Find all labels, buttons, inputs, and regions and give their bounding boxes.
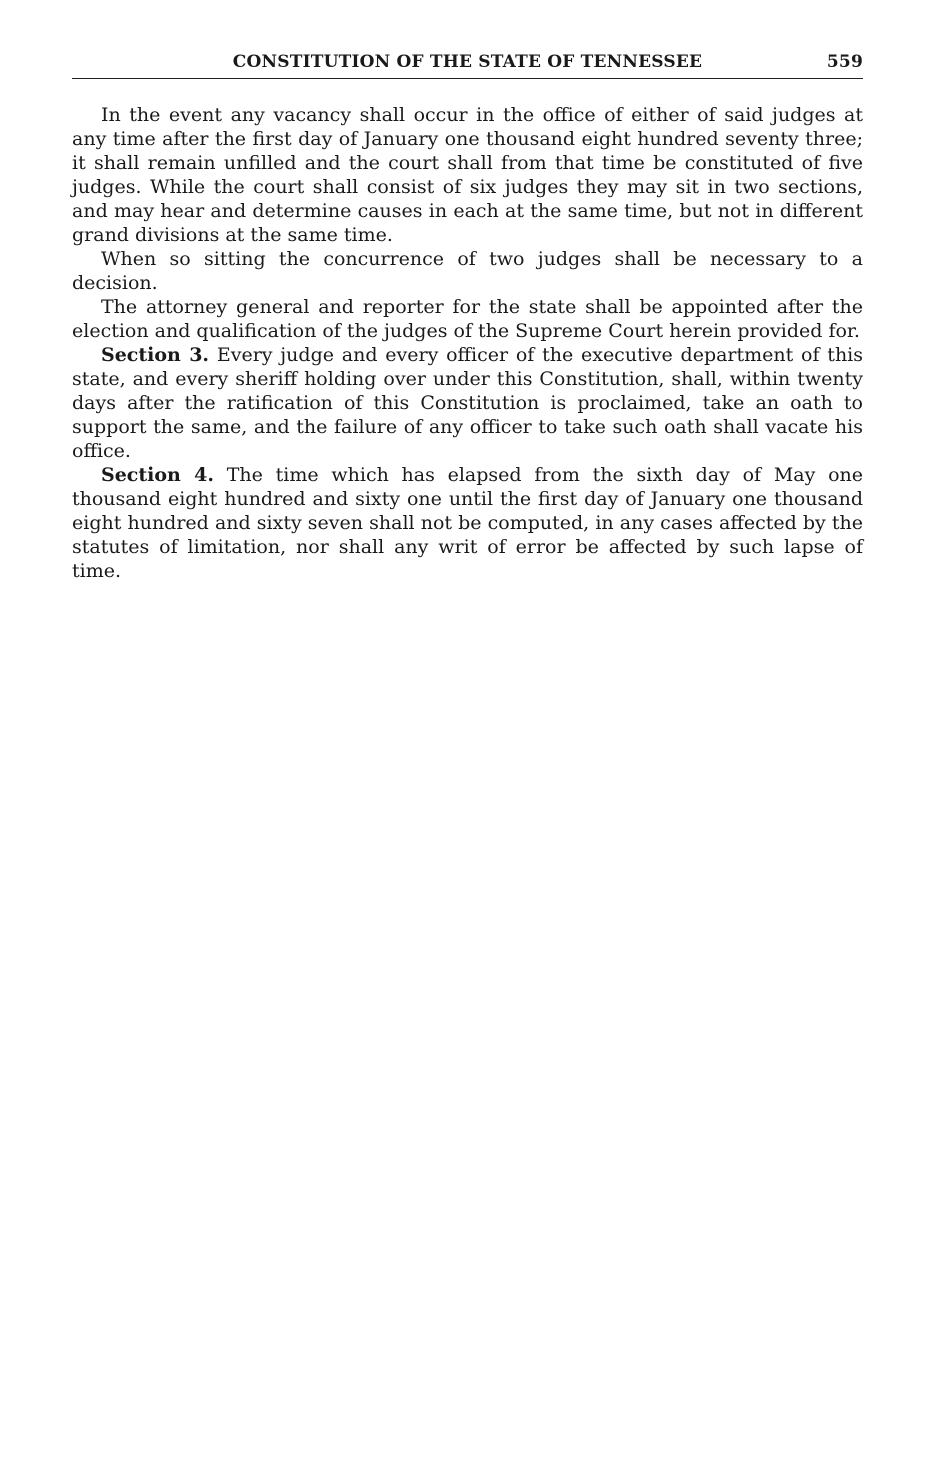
running-title: CONSTITUTION OF THE STATE OF TENNESSEE bbox=[232, 52, 703, 72]
body-text bbox=[72, 103, 863, 583]
section-3-label: Section 3. bbox=[101, 344, 210, 366]
paragraph-vacancy: In the event any vacancy shall occur in the office of either of said judges at any time after the first day of January one thousand eight hundred seventy three; it shall remain unfilled and the court shall from that time be constituted of five judges. While the court shall consist of six judges they may sit in two sections, and may hear and determine causes in each at the same time, but not in different grand divisions at the same time. bbox=[72, 104, 863, 246]
section-4-paragraph bbox=[72, 463, 863, 583]
running-header bbox=[72, 50, 863, 79]
page-number: 559 bbox=[826, 52, 863, 72]
section-4-label: Section 4. bbox=[101, 464, 215, 486]
document-page bbox=[72, 50, 863, 583]
paragraph-attorney-general: The attorney general and reporter for the state shall be appointed after the election and qualification of the judges of the Supreme Court herein provided for. bbox=[72, 296, 863, 342]
section-3-paragraph bbox=[72, 343, 863, 463]
section-4-text: The time which has elapsed from the sixth day of May one thousand eight hundred and sixty one until the first day of January one thousand eight hundred and sixty seven shall not be computed, in any cases affected by the statutes of limitation, nor shall any writ of error be affected by such lapse of time. bbox=[72, 464, 863, 582]
paragraph-concurrence: When so sitting the concurrence of two judges shall be necessary to a decision. bbox=[72, 248, 863, 294]
section-3-text: Every judge and every officer of the executive department of this state, and every sheriff holding over under this Constitution, shall, within twenty days after the ratification of this Constitution is proclaimed, take an oath to support the same, and the failure of any officer to take such oath shall vacate his office. bbox=[72, 344, 864, 462]
